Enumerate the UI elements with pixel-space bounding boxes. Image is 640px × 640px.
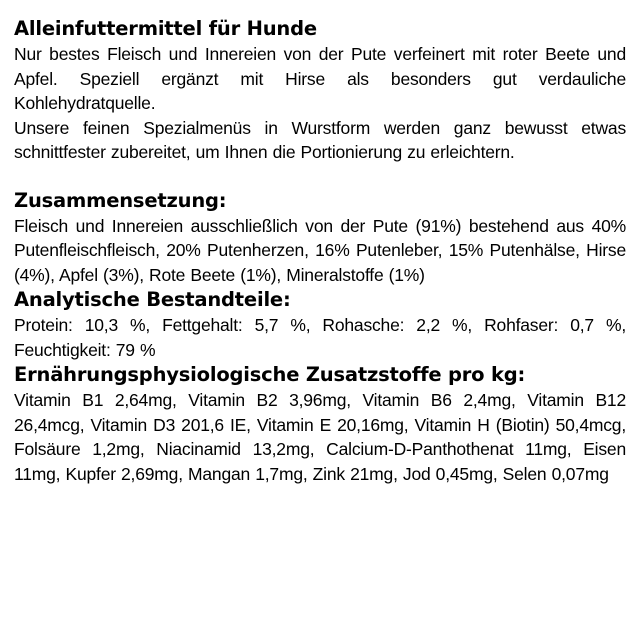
additives-heading: Ernährungsphysiologische Zusatzstoffe pro kg:: [14, 363, 526, 386]
analytical-heading: Analytische Bestandteile:: [14, 288, 291, 311]
section-spacer: [14, 165, 626, 188]
analytical-text: Protein: 10,3 %, Fettgehalt: 5,7 %, Rohasche: 2,2 %, Rohfaser: 0,7 %, Feuchtigkeit: 79 %: [14, 315, 626, 360]
composition-heading: Zusammensetzung:: [14, 188, 227, 212]
product-title: Alleinfuttermittel für Hunde: [14, 17, 317, 40]
intro-paragraph-1: Nur bestes Fleisch und Innereien von der Pute verfeinert mit roter Beete und Apfel. Speziell ergänzt mit Hirse als besonders gut verdauliche Kohlehydratquelle.: [14, 44, 626, 113]
additives-text: Vitamin B1 2,64mg, Vitamin B2 3,96mg, Vitamin B6 2,4mg, Vitamin B12 26,4mcg, Vitamin D3 201,6 IE, Vitamin E 20,16mg, Vitamin H (Biotin) 50,4mcg, Folsäure 1,2mg, Niacinamid 13,2mg, Calcium-D-Panthothenat 11mg, Eisen 11mg, Kupfer 2,69mg, Mangan 1,7mg, Zink 21mg, Jod 0,45mg, Selen 0,07mg: [14, 390, 626, 484]
intro-paragraph-2: Unsere feinen Spezialmenüs in Wurstform werden ganz bewusst etwas schnittfester zubereitet, um Ihnen die Portionierung zu erleichtern.: [14, 117, 626, 162]
composition-text: Fleisch und Innereien ausschließlich von der Pute (91%) bestehend aus 40% Putenfleischfleisch, 20% Putenherzen, 16% Putenleber, 15% Putenhälse, Hirse (4%), Apfel (3%), Rote Beete (1%), Mineralstoffe (1%): [14, 215, 626, 285]
